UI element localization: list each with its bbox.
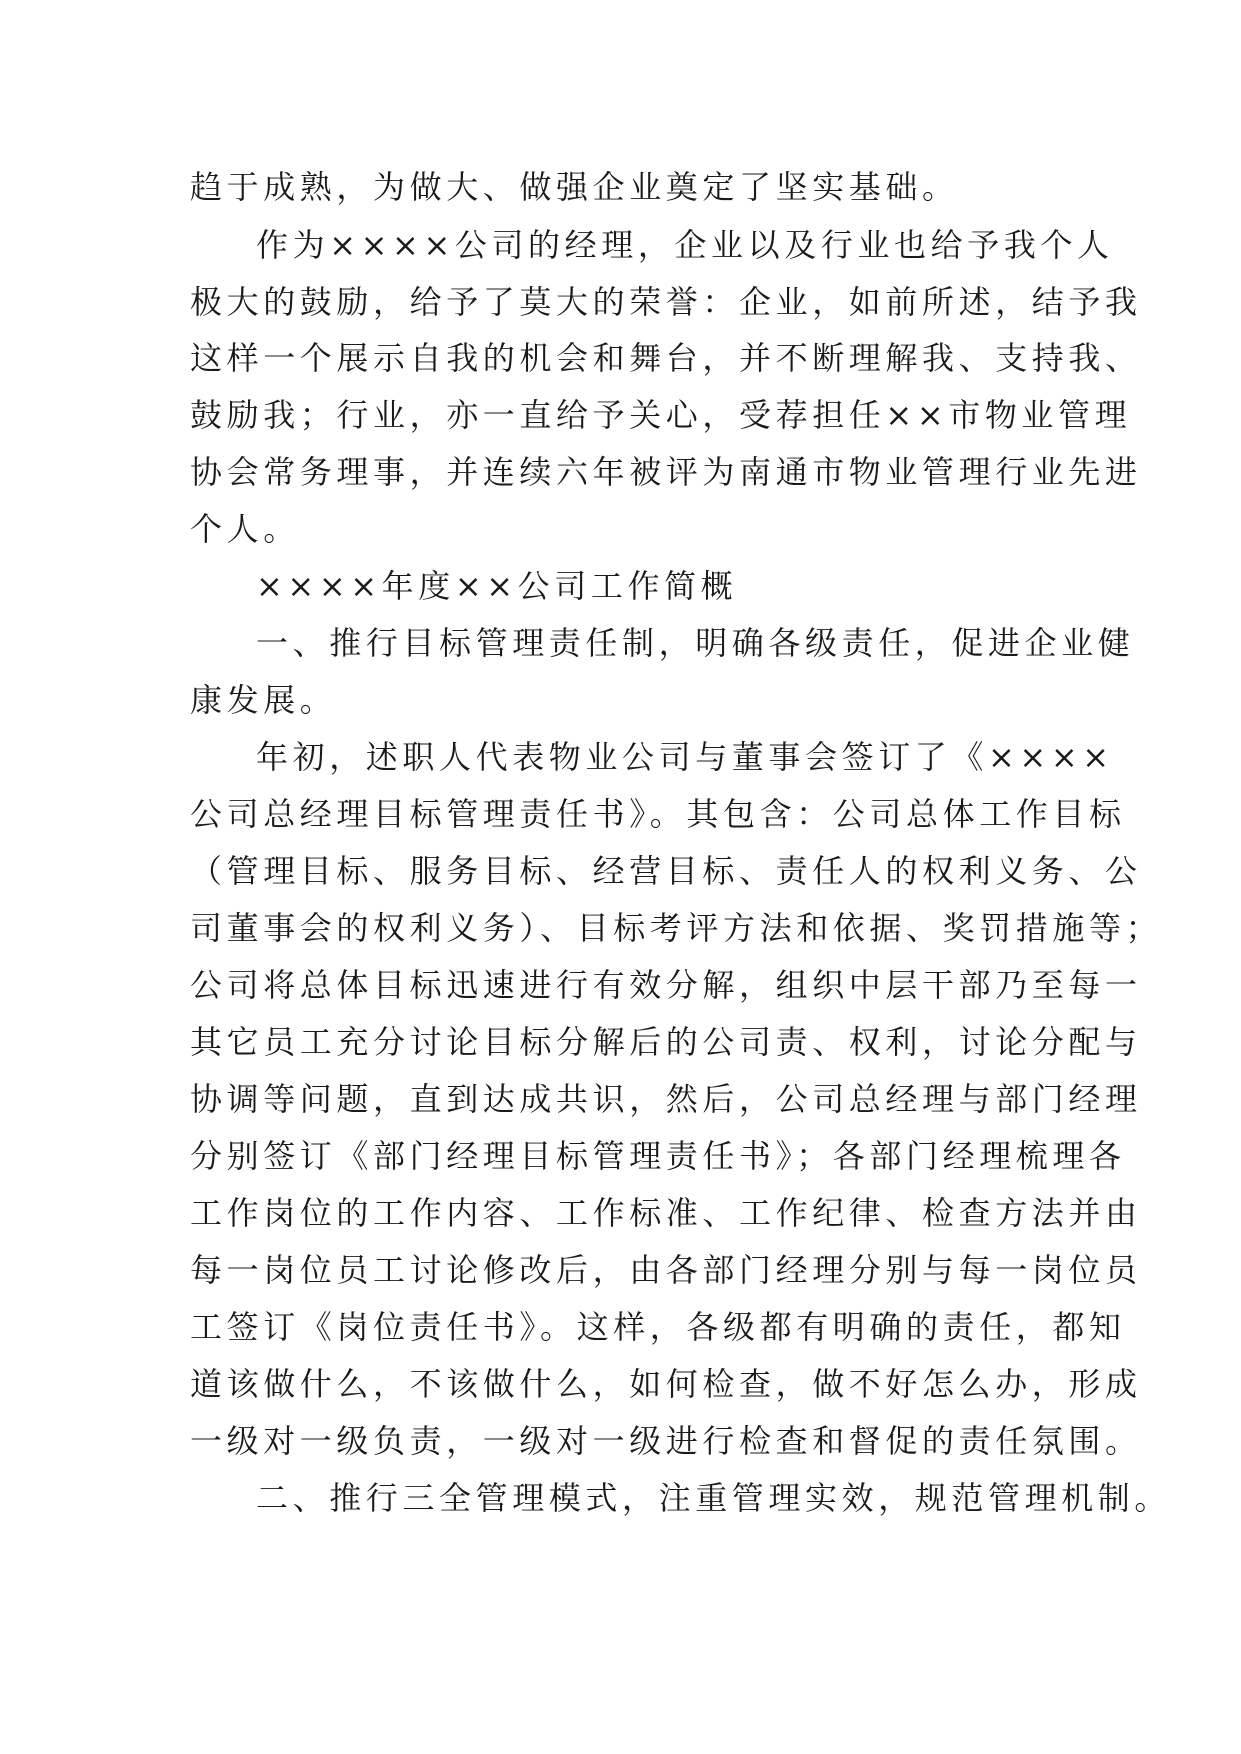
text-line: （管理目标、服务目标、经营目标、责任人的权利义务、公 <box>190 852 1142 890</box>
section-heading: ××××年度××公司工作简概 <box>256 567 738 605</box>
text-line: 协调等问题，直到达成共识，然后，公司总经理与部门经理 <box>190 1080 1142 1118</box>
text-line: 每一岗位员工讨论修改后，由各部门经理分别与每一岗位员 <box>190 1251 1142 1289</box>
text-line: 分别签订《部门经理目标管理责任书》；各部门经理梳理各 <box>190 1137 1126 1175</box>
paragraph-line: 年初，述职人代表物业公司与董事会签订了《×××× <box>256 738 1114 776</box>
section-title: 一、推行目标管理责任制，明确各级责任，促进企业健 <box>256 624 1135 662</box>
text-line: 极大的鼓励，给予了莫大的荣誉：企业，如前所述，结予我 <box>190 283 1142 321</box>
section-title: 二、推行三全管理模式，注重管理实效，规范管理机制。 <box>256 1479 1172 1517</box>
text-line: 个人。 <box>190 510 300 548</box>
text-line: 司董事会的权利义务）、目标考评方法和依据、奖罚措施等； <box>190 909 1163 947</box>
text-line: 工签订《岗位责任书》。这样，各级都有明确的责任，都知 <box>190 1308 1126 1346</box>
text-line: 康发展。 <box>190 681 337 719</box>
text-line: 趋于成熟，为做大、做强企业奠定了坚实基础。 <box>190 168 959 206</box>
text-line: 工作岗位的工作内容、工作标准、工作纪律、检查方法并由 <box>190 1194 1142 1232</box>
text-line: 公司将总体目标迅速进行有效分解，组织中层干部乃至每一 <box>190 966 1142 1004</box>
text-line: 协会常务理事，并连续六年被评为南通市物业管理行业先进 <box>190 453 1142 491</box>
text-line: 鼓励我；行业，亦一直给予关心，受荐担任××市物业管理 <box>190 396 1132 434</box>
text-line: 公司总经理目标管理责任书》。其包含：公司总体工作目标 <box>190 795 1126 833</box>
text-line: 一级对一级负责，一级对一级进行检查和督促的责任氛围。 <box>190 1422 1142 1460</box>
text-line: 其它员工充分讨论目标分解后的公司责、权利，讨论分配与 <box>190 1023 1142 1061</box>
text-line: 道该做什么，不该做什么，如何检查，做不好怎么办，形成 <box>190 1365 1142 1403</box>
paragraph-line: 作为××××公司的经理，企业以及行业也给予我个人 <box>256 226 1114 264</box>
text-line: 这样一个展示自我的机会和舞台，并不断理解我、支持我、 <box>190 339 1142 377</box>
